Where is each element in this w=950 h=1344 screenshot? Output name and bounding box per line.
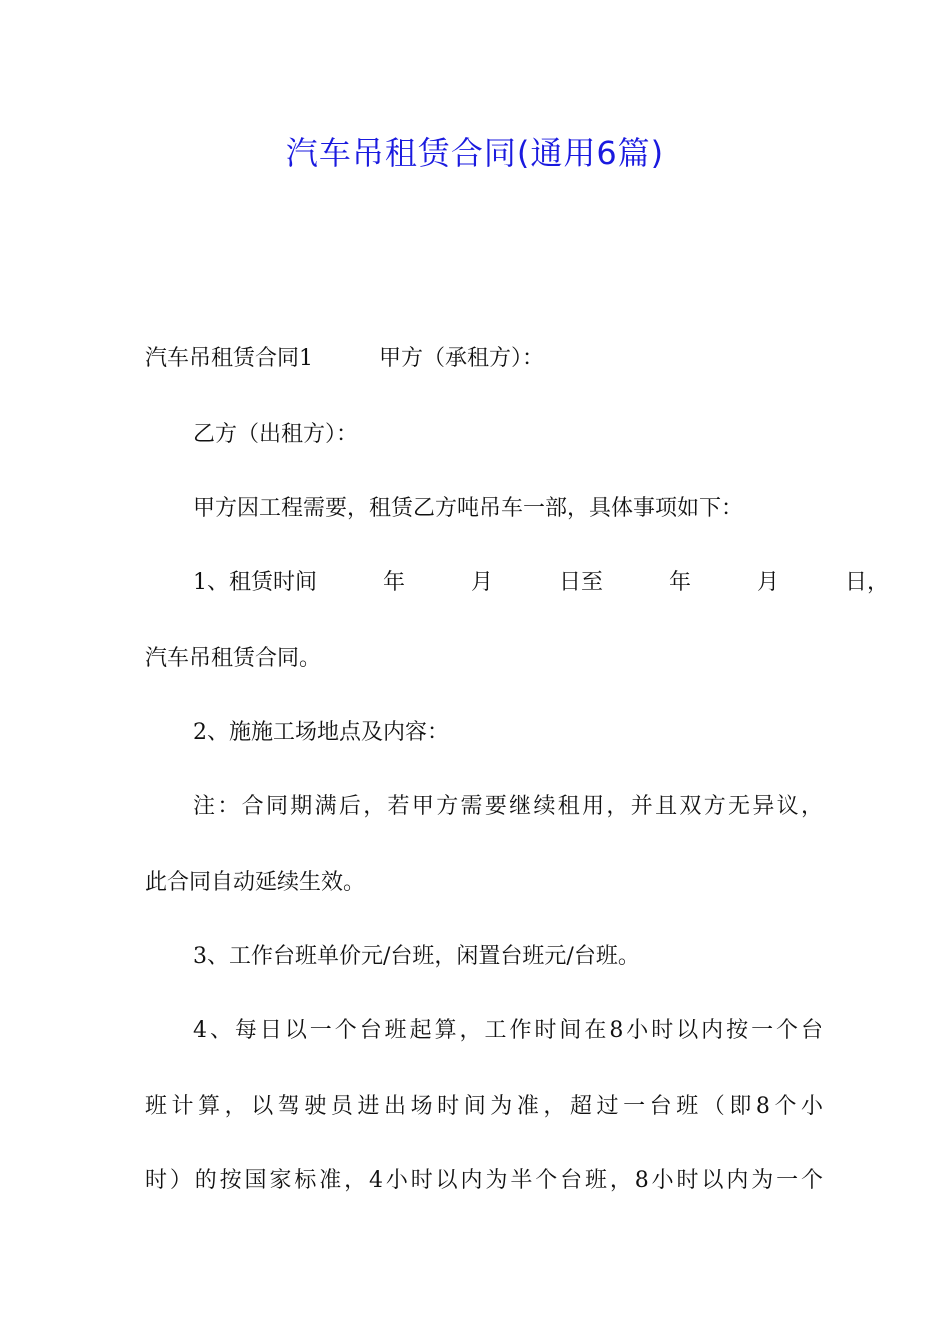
paragraph-line-intro: 甲方因工程需要，租赁乙方吨吊车一部，具体事项如下： bbox=[193, 496, 744, 521]
document-title: 汽车吊租赁合同(通用6篇) bbox=[285, 134, 665, 172]
paragraph-line-clause-4: 4、每日以一个台班起算，工作时间在8小时以内按一个台 bbox=[193, 1018, 823, 1043]
paragraph-line-party-b: 乙方（出租方）： bbox=[193, 422, 359, 447]
paragraph-line-clause-1-cont: 汽车吊租赁合同。 bbox=[145, 646, 322, 671]
paragraph-line-clause-4-cont-1: 班计算，以驾驶员进出场时间为准，超过一台班（即8个小 bbox=[145, 1094, 823, 1119]
paragraph-line-clause-4-cont-2: 时）的按国家标准，4小时以内为半个台班，8小时以内为一个 bbox=[145, 1168, 823, 1193]
paragraph-line-contract-heading: 汽车吊租赁合同1 甲方（承租方）： bbox=[145, 346, 544, 371]
paragraph-line-clause-2: 2、施施工场地点及内容： bbox=[193, 720, 449, 745]
paragraph-line-note: 注：合同期满后，若甲方需要继续租用，并且双方无异议， bbox=[193, 794, 823, 819]
paragraph-line-clause-1: 1、租赁时间 年 月 日至 年 月 日， bbox=[193, 570, 889, 595]
paragraph-line-clause-3: 3、工作台班单价元/台班，闲置台班元/台班。 bbox=[193, 944, 640, 969]
paragraph-line-note-cont: 此合同自动延续生效。 bbox=[145, 870, 366, 895]
